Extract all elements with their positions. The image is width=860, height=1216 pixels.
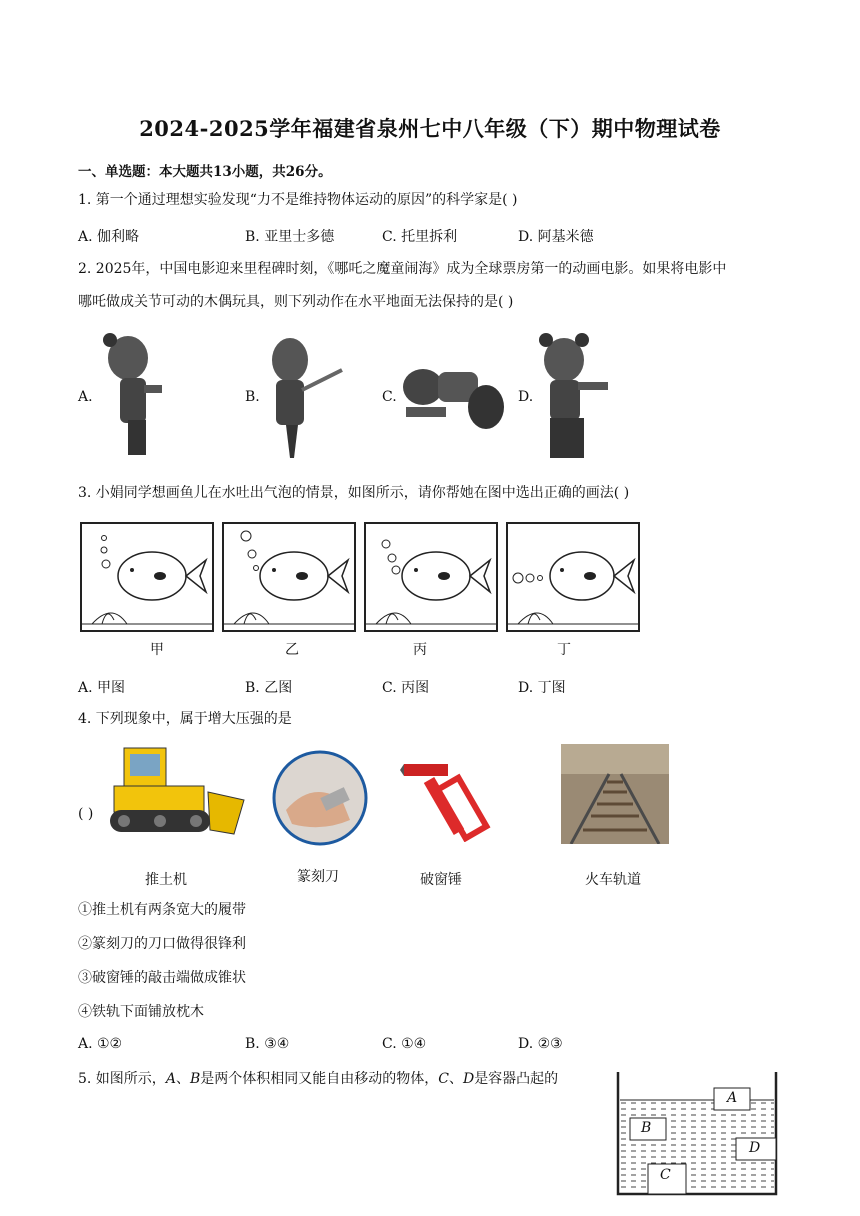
fish-caption-jia: 甲 [150, 642, 164, 658]
seal-knife-caption: 篆刻刀 [297, 869, 339, 885]
q5-var-a: A [165, 1071, 176, 1087]
q4-paren: ( ) [78, 806, 94, 822]
q5-stem-tail: 是容器凸起的 [474, 1071, 559, 1087]
q1-option-c[interactable]: C. 托里拆利 [382, 229, 458, 245]
railway-caption: 火车轨道 [585, 872, 641, 888]
q4-item-2: ②篆刻刀的刀口做得很锋利 [78, 936, 246, 952]
bulldozer-caption: 推土机 [145, 872, 187, 888]
q5-sep2: 、 [448, 1071, 463, 1087]
q3-option-b[interactable]: B. 乙图 [245, 680, 293, 696]
fish-panel-jia [80, 522, 214, 632]
fish-caption-bing: 丙 [413, 642, 427, 658]
bulldozer-image [104, 742, 246, 840]
fish-panel-bing [364, 522, 498, 632]
q5-var-c: C [438, 1071, 449, 1087]
fish-caption-ding: 丁 [557, 642, 571, 658]
q5-sep1: 、 [175, 1071, 190, 1087]
puppet-figure-d [532, 330, 617, 465]
q1-option-a[interactable]: A. 伽利略 [78, 229, 140, 245]
q5-stem [78, 1069, 558, 1089]
section-heading: 一、单选题：本大题共13小题，共26分。 [78, 164, 332, 180]
q2-label-b[interactable]: B. [245, 389, 260, 405]
q4-option-a[interactable]: A. ①② [78, 1036, 123, 1052]
container-diagram [610, 1070, 782, 1196]
q3-option-d[interactable]: D. 丁图 [518, 680, 566, 696]
q4-option-b[interactable]: B. ③④ [245, 1036, 290, 1052]
q5-var-d: D [462, 1071, 475, 1087]
q2-stem-line1: 2. 2025年，中国电影迎来里程碑时刻，《哪吒之魔童闹海》成为全球票房第一的动画电影。如果将电影中 [78, 261, 727, 277]
q2-stem-line2: 哪吒做成关节可动的木偶玩具，则下列动作在水平地面无法保持的是( ) [78, 294, 514, 310]
window-hammer-image [400, 750, 492, 842]
q3-option-c[interactable]: C. 丙图 [382, 680, 430, 696]
puppet-figure-a [98, 330, 168, 460]
q5-stem-num: 5. 如图所示， [78, 1071, 166, 1087]
q4-item-4: ④铁轨下面铺放枕木 [78, 1004, 204, 1020]
puppet-figure-c [398, 352, 508, 437]
railway-track-image [561, 744, 669, 844]
q4-option-c[interactable]: C. ①④ [382, 1036, 427, 1052]
q1-option-d[interactable]: D. 阿基米德 [518, 229, 594, 245]
fish-panel-yi [222, 522, 356, 632]
seal-carving-knife-image [272, 750, 368, 846]
q3-stem: 3. 小娟同学想画鱼儿在水吐出气泡的情景，如图所示，请你帮她在图中选出正确的画法( ) [78, 485, 630, 501]
q2-label-d[interactable]: D. [518, 389, 534, 405]
q1-stem: 1. 第一个通过理想实验发现“力不是维持物体运动的原因”的科学家是( ) [78, 192, 518, 208]
q2-label-a[interactable]: A. [78, 389, 93, 405]
q5-stem-mid: 是两个体积相同又能自由移动的物体， [200, 1071, 439, 1087]
q3-option-a[interactable]: A. 甲图 [78, 680, 126, 696]
q1-option-b[interactable]: B. 亚里士多德 [245, 229, 335, 245]
q4-item-3: ③破窗锤的敲击端做成锥状 [78, 970, 246, 986]
window-hammer-caption: 破窗锤 [420, 872, 462, 888]
block-b-label: B [641, 1120, 652, 1136]
page-title: 2024-2025学年福建省泉州七中八年级（下）期中物理试卷 [139, 116, 721, 141]
block-c-label: C [660, 1167, 671, 1183]
q4-option-d[interactable]: D. ②③ [518, 1036, 563, 1052]
q4-item-1: ①推土机有两条宽大的履带 [78, 902, 246, 918]
q4-stem: 4. 下列现象中，属于增大压强的是 [78, 711, 292, 727]
fish-panel-ding [506, 522, 640, 632]
q2-label-c[interactable]: C. [382, 389, 397, 405]
block-d-label: D [749, 1140, 761, 1156]
fish-caption-yi: 乙 [285, 642, 299, 658]
q5-var-b: B [189, 1071, 201, 1087]
block-a-label: A [727, 1090, 738, 1106]
puppet-figure-b [262, 330, 347, 460]
